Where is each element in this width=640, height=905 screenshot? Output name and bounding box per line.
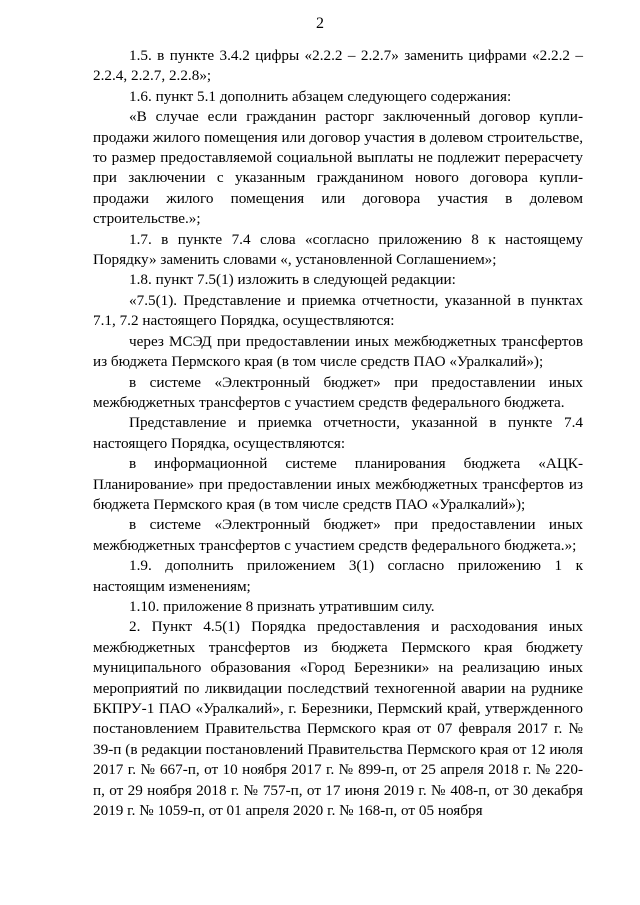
paragraph-1-7: 1.7. в пункте 7.4 слова «согласно приложению 8 к настоящему Порядку» заменить словами «, установленной Соглашением»; [93, 230, 583, 269]
page-number: 2 [316, 15, 324, 32]
paragraph-electronic-budget-1: в системе «Электронный бюджет» при предоставлении иных межбюджетных трансфертов с участием средств федерального бюджета. [93, 373, 583, 411]
paragraph-1-9: 1.9. дополнить приложением 3(1) согласно приложению 1 к настоящим изменениям; [93, 557, 583, 595]
paragraph-1-6: 1.6. пункт 5.1 дополнить абзацем следующего содержания: [129, 87, 512, 105]
paragraph-1-5: 1.5. в пункте 3.4.2 цифры «2.2.2 – 2.2.7» заменить цифрами «2.2.2 – 2.2.4, 2.2.7, 2.2.8»; [93, 47, 583, 85]
paragraph-electronic-budget-2: в системе «Электронный бюджет» при предоставлении иных межбюджетных трансфертов с участием средств федерального бюджета.»; [93, 516, 583, 554]
paragraph-2: 2. Пункт 4.5(1) Порядка предоставления и расходования иных межбюджетных трансфертов из бюджета Пермского края бюджету муниципального образования «Город Березники» на реализацию иных мероприятий по ликвидации последствий техногенной аварии на руднике БКПРУ-1 ПАО «Уралкалий», г. Березники, Пермский край, утвержденного постановлением Правительства Пермского края от 07 февраля 2017 г. № 39-п (в редакции постановлений Правительства Пермского края от 12 июля 2017 г. № 667-п, от 10 ноября 2017 г. № 899-п, от 25 апреля 2018 г. № 220-п, от 29 ноября 2018 г. № 757-п, от 17 июня 2019 г. № 408-п, от 30 декабря 2019 г. № 1059-п, от 01 апреля 2020 г. № 168-п, от 05 ноября [93, 618, 583, 820]
paragraph-quote-5-1: «В случае если гражданин расторг заключенный договор купли-продажи жилого помещения или договор участия в долевом строительстве, то размер предоставляемой социальной выплаты не подлежит перерасчету при заключении с указанным гражданином нового договора купли-продажи жилого помещения или договора участия в долевом строительстве.»; [93, 108, 583, 228]
document-body [93, 46, 583, 821]
paragraph-reporting-7-4: Представление и приемка отчетности, указанной в пункте 7.4 настоящего Порядка, осуществляются: [93, 414, 583, 452]
paragraph-1-10: 1.10. приложение 8 признать утратившим силу. [129, 597, 435, 615]
paragraph-7-5-1: «7.5(1). Представление и приемка отчетности, указанной в пунктах 7.1, 7.2 настоящего Порядка, осуществляются: [93, 291, 583, 330]
paragraph-ack-planning: в информационной системе планирования бюджета «АЦК-Планирование» при предоставлении иных межбюджетных трансфертов из бюджета Пермского края (в том числе средств ПАО «Уралкалий»); [93, 455, 583, 513]
paragraph-msed: через МСЭД при предоставлении иных межбюджетных трансфертов из бюджета Пермского края (в том числе средств ПАО «Уралкалий»); [93, 332, 583, 371]
paragraph-1-8: 1.8. пункт 7.5(1) изложить в следующей редакции: [129, 271, 456, 289]
